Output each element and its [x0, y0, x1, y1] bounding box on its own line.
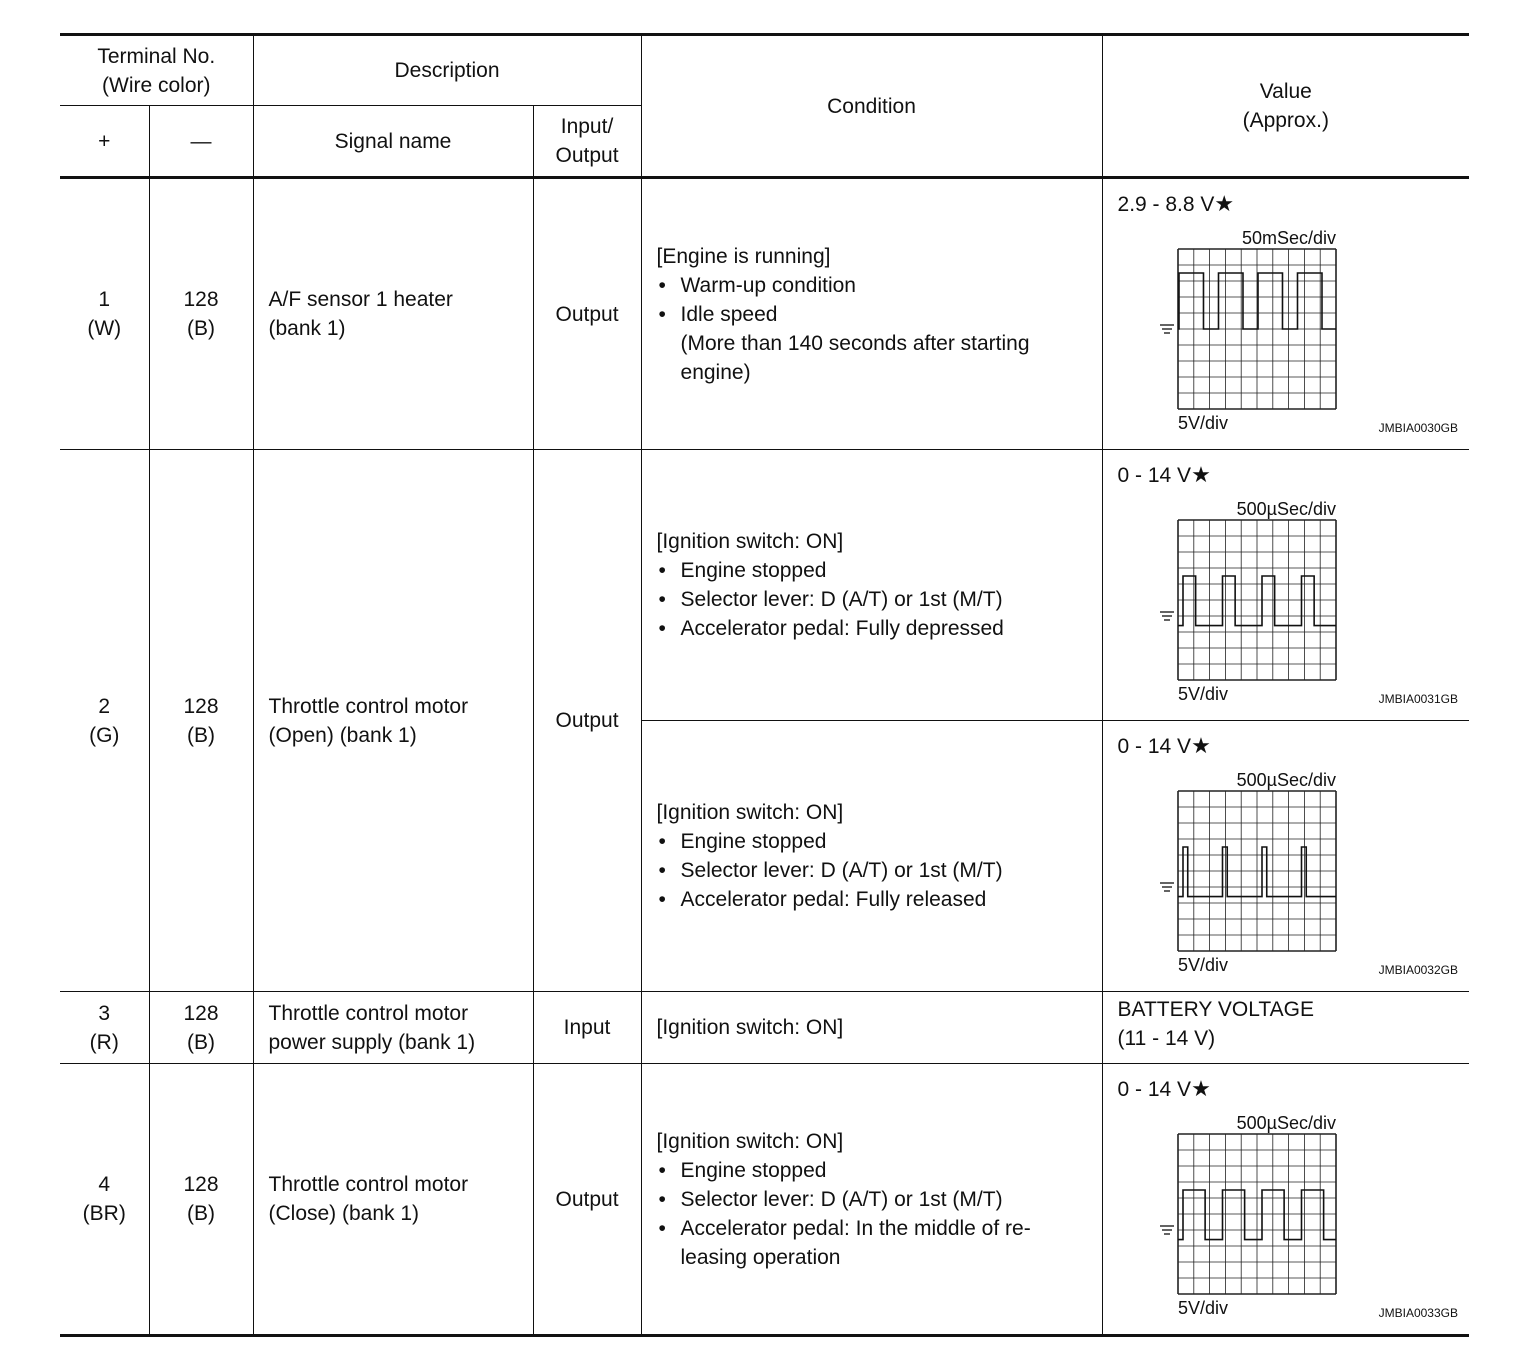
time-div-label: 50mSec/div [1241, 228, 1336, 248]
terminal-minus: 128 (B) [149, 992, 253, 1064]
figure-code: JMBIA0031GB [1378, 692, 1458, 706]
header-condition: Condition [641, 35, 1102, 178]
volt-div-label: 5V/div [1177, 413, 1228, 433]
star-icon: ★ [1214, 191, 1235, 216]
condition-bullet: • Accelerator pedal: Fully depressed [658, 617, 1004, 640]
terminal-minus: 128 (B) [149, 178, 253, 450]
time-div-label: 500µSec/div [1236, 770, 1336, 790]
star-icon: ★ [1191, 733, 1211, 758]
volt-div-label: 5V/div [1177, 955, 1228, 975]
input-output: Input [533, 992, 641, 1064]
condition-bullet: • Warm-up condition [658, 273, 856, 297]
condition-title: [Ignition switch: ON] [656, 801, 844, 824]
value-range: 2.9 - 8.8 V [1117, 193, 1215, 216]
header-description: Description [253, 35, 641, 106]
terminal-plus: 1 (W) [60, 178, 149, 450]
input-output: Output [533, 178, 641, 450]
header-input-output: Input/ Output [533, 106, 641, 178]
figure-code: JMBIA0032GB [1378, 963, 1458, 977]
value-cell [1102, 1064, 1469, 1336]
condition-cell [641, 992, 1102, 1064]
table-row [60, 450, 1469, 721]
value-text: BATTERY VOLTAGE (11 - 14 V) [1102, 992, 1469, 1064]
signal-name: A/F sensor 1 heater (bank 1) [253, 178, 533, 450]
time-div-label: 500µSec/div [1236, 499, 1336, 519]
star-icon: ★ [1191, 462, 1211, 487]
value-cell [1102, 178, 1469, 450]
condition-bullet: • Accelerator pedal: In the middle of re- leasing operation [658, 1216, 1031, 1269]
terminal-minus: 128 (B) [149, 450, 253, 992]
star-icon: ★ [1191, 1076, 1211, 1101]
terminal-minus: 128 (B) [149, 1064, 253, 1336]
condition-bullet: • Engine stopped [658, 1158, 827, 1182]
figure-code: JMBIA0033GB [1378, 1306, 1458, 1320]
condition-bullet: • Accelerator pedal: Fully released [658, 888, 987, 911]
terminal-plus: 4 (BR) [60, 1064, 149, 1336]
table-row [60, 1064, 1469, 1336]
oscilloscope-svg [1118, 490, 1463, 725]
condition-title: [Ignition switch: ON] [656, 1016, 844, 1039]
value-cell [1102, 721, 1469, 992]
header-signal-name: Signal name [253, 106, 533, 178]
terminal-plus: 3 (R) [60, 992, 149, 1064]
ground-icon [1160, 1226, 1174, 1234]
ground-icon [1160, 325, 1174, 333]
oscilloscope-waveform [1118, 761, 1458, 991]
oscilloscope-waveform [1118, 1104, 1458, 1334]
volt-div-label: 5V/div [1177, 684, 1228, 704]
value-range: 0 - 14 V [1117, 735, 1192, 758]
oscilloscope-waveform [1118, 490, 1458, 720]
signal-name: Throttle control motor (Open) (bank 1) [253, 450, 533, 992]
input-output: Output [533, 1064, 641, 1336]
ecm-terminal-table [60, 33, 1469, 1337]
figure-code: JMBIA0030GB [1378, 421, 1458, 435]
condition-note: (More than 140 seconds after starting engine) [680, 331, 1030, 384]
condition-bullet: • Idle speed [658, 302, 778, 326]
signal-name: Throttle control motor (Close) (bank 1) [253, 1064, 533, 1336]
condition-cell [641, 178, 1102, 450]
condition-cell [641, 721, 1102, 992]
condition-cell [641, 1064, 1102, 1336]
value-range: 0 - 14 V [1117, 464, 1192, 487]
condition-bullet: • Engine stopped [658, 559, 827, 582]
input-output: Output [533, 450, 641, 992]
condition-bullet: • Selector lever: D (A/T) or 1st (M/T) [658, 588, 1003, 611]
table-row [60, 992, 1469, 1064]
oscilloscope-svg [1118, 1104, 1463, 1339]
condition-title: [Ignition switch: ON] [656, 1129, 844, 1153]
ground-icon [1160, 612, 1174, 620]
oscilloscope-waveform [1118, 219, 1458, 449]
table-row [60, 178, 1469, 450]
header-plus: + [60, 106, 149, 178]
value-cell [1102, 450, 1469, 721]
condition-title: [Engine is running] [656, 244, 831, 268]
condition-bullet: • Selector lever: D (A/T) or 1st (M/T) [658, 1187, 1003, 1211]
terminal-plus: 2 (G) [60, 450, 149, 992]
volt-div-label: 5V/div [1177, 1298, 1228, 1318]
signal-name: Throttle control motor power supply (bank 1) [253, 992, 533, 1064]
condition-cell [641, 450, 1102, 721]
time-div-label: 500µSec/div [1236, 1113, 1336, 1133]
condition-title: [Ignition switch: ON] [656, 530, 844, 553]
condition-bullet: • Engine stopped [658, 830, 827, 853]
oscilloscope-svg [1118, 219, 1463, 454]
oscilloscope-svg [1118, 761, 1463, 996]
header-minus: — [149, 106, 253, 178]
condition-bullet: • Selector lever: D (A/T) or 1st (M/T) [658, 859, 1003, 882]
value-range: 0 - 14 V [1117, 1078, 1192, 1101]
header-value: Value (Approx.) [1102, 35, 1469, 178]
header-terminal: Terminal No. (Wire color) [60, 35, 253, 106]
ground-icon [1160, 883, 1174, 891]
